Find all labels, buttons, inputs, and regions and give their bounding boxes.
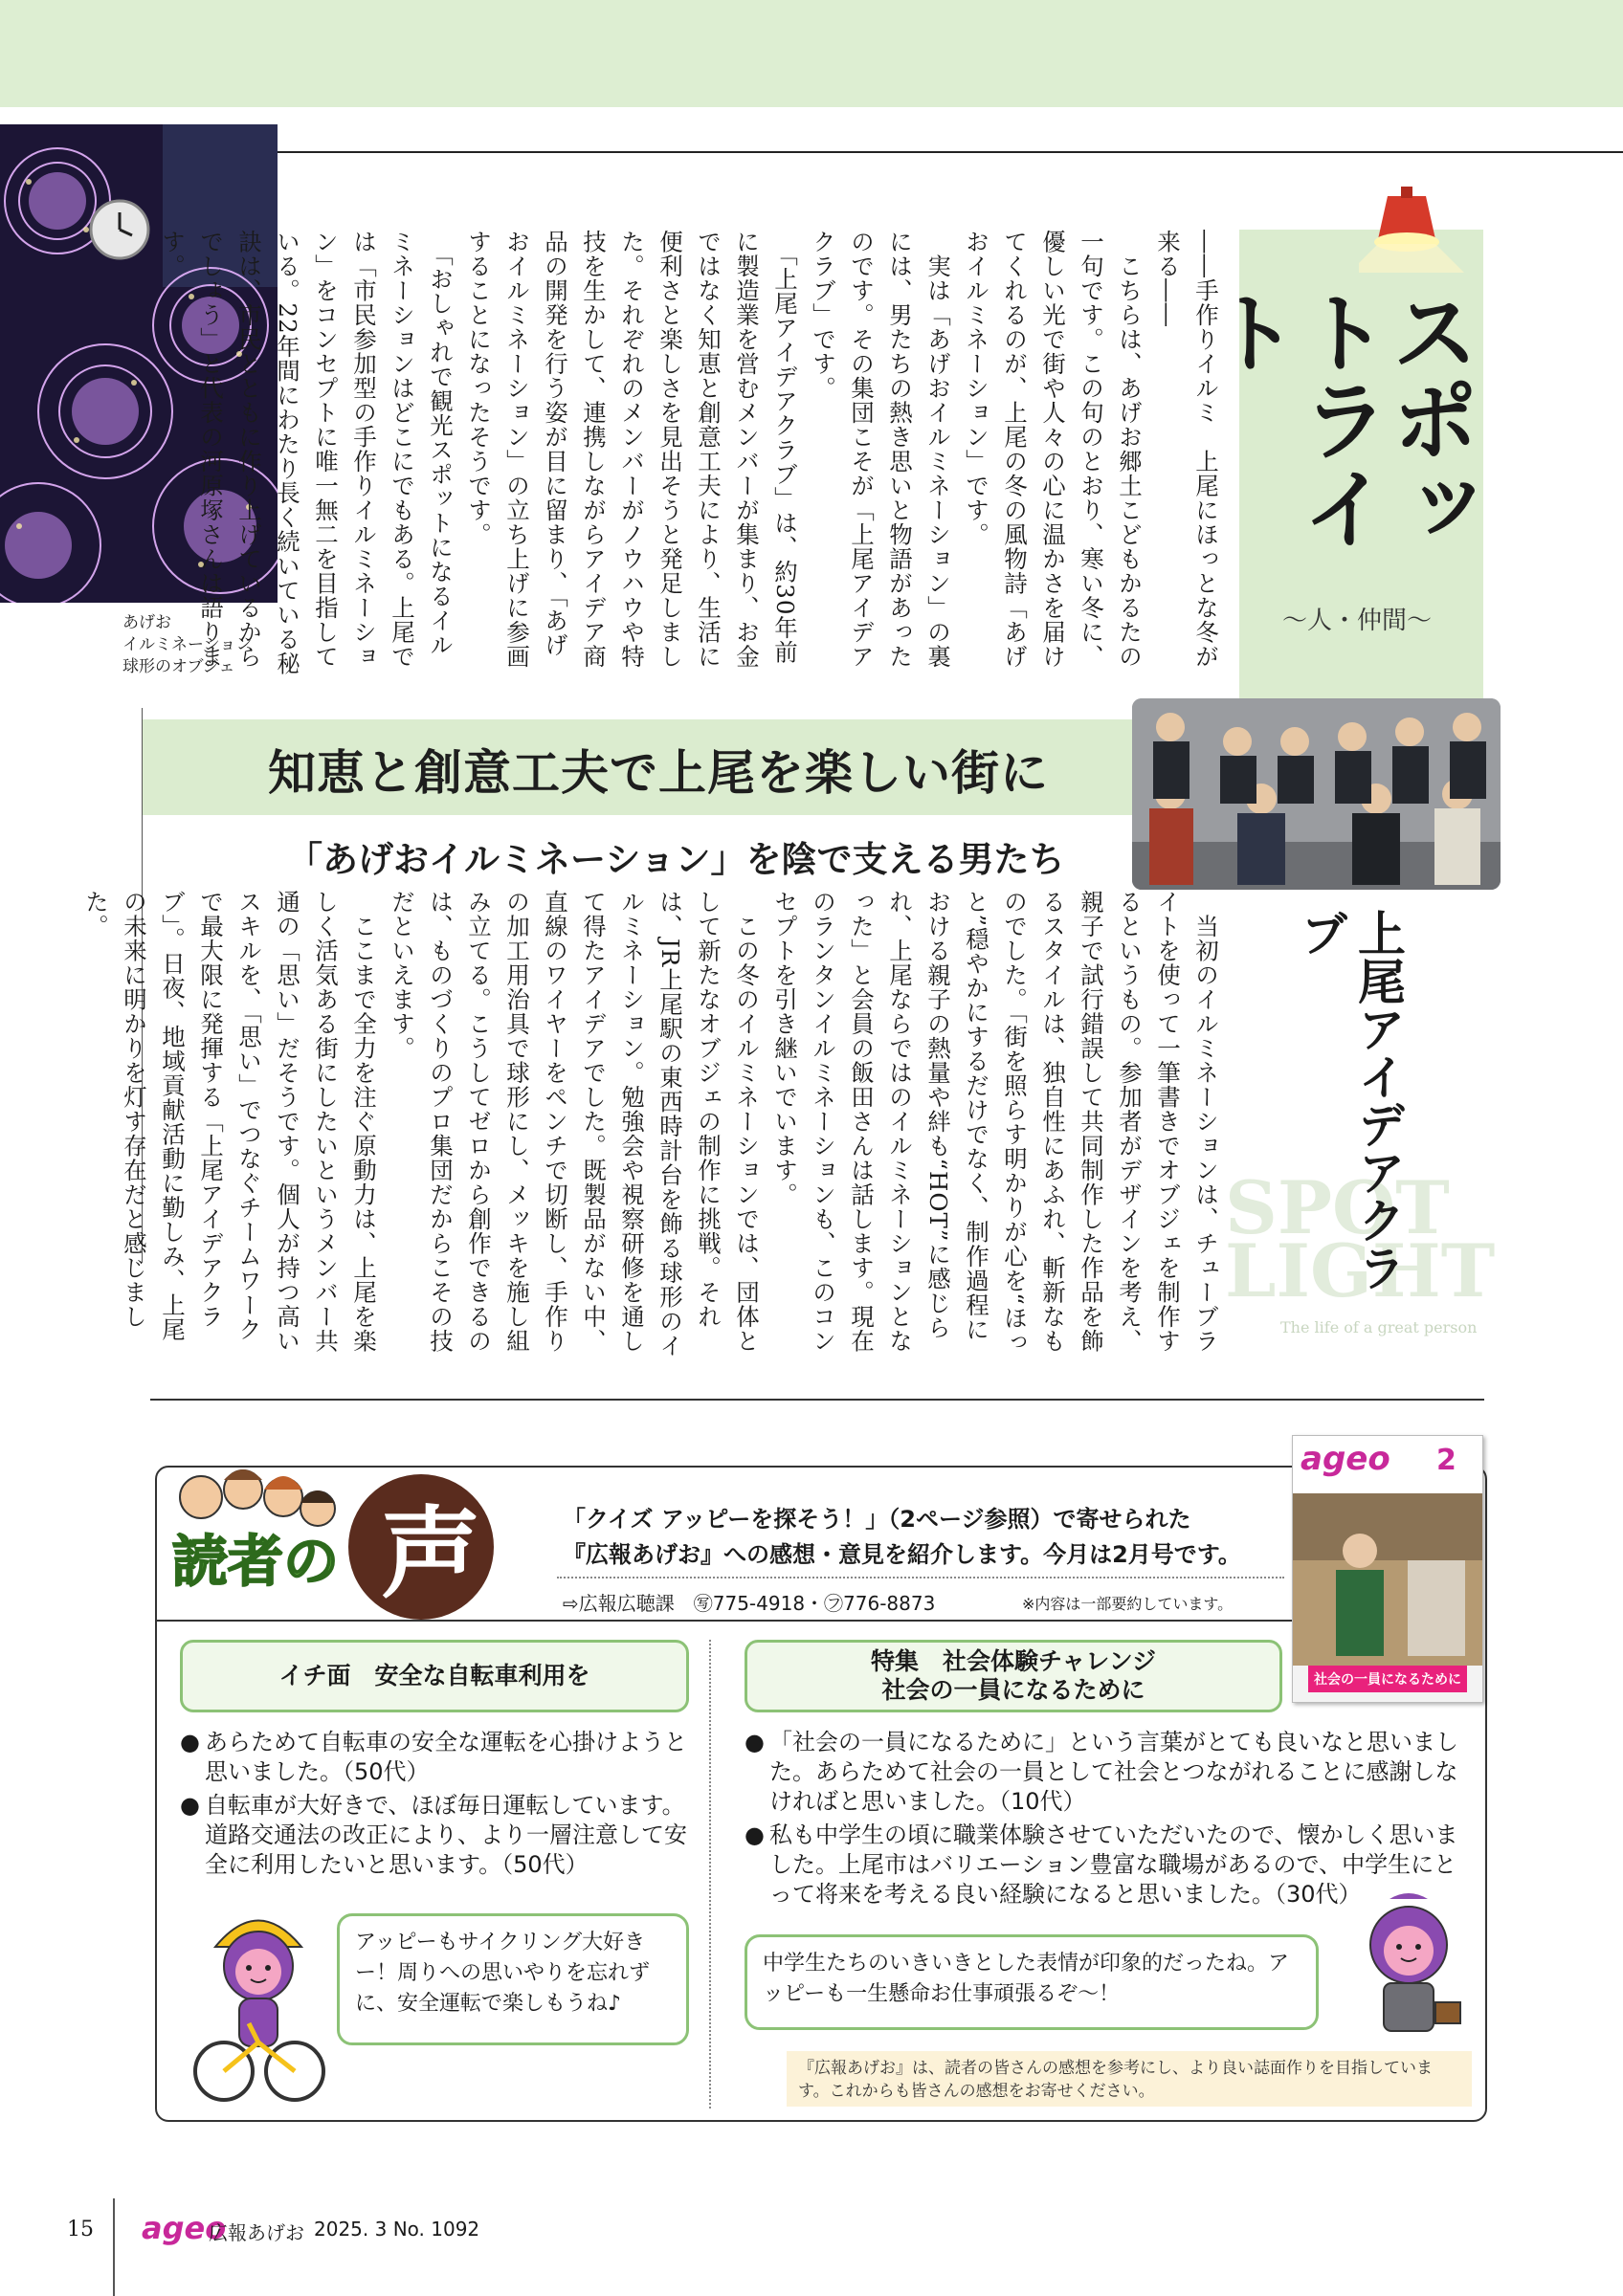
top-rule — [278, 151, 1623, 153]
watermark-line: LIGHT — [1225, 1228, 1496, 1314]
club-name: 上尾アイデアクラブ — [1293, 909, 1407, 1292]
reader-comment — [180, 1791, 697, 1880]
contact-note: ※内容は一部要約しています。 — [1022, 1595, 1234, 1613]
editor-note: 『広報あげお』は、読者の皆さんの感想を参考にし、より良い誌面作りを目指しています。これからも皆さんの感想をお寄せください。 — [787, 2051, 1472, 2107]
spotlight-watermark-sub: The life of a great person — [1280, 1318, 1478, 1336]
magazine-banner: 社会の一員になるために — [1308, 1666, 1467, 1692]
footer-rule — [113, 2198, 115, 2296]
readers-logo-ruby: こえ — [480, 1591, 507, 1606]
caption-line: イルミネーション — [122, 635, 253, 654]
article-headline: 知恵と創意工夫で上尾を楽しい街に — [268, 744, 1049, 801]
readers-intro-line: 「クイズ アッピーを探そう！」（2ページ参照）で寄せられた — [563, 1506, 1191, 1533]
section-divider — [150, 1399, 1484, 1401]
bullet-icon: ● — [745, 1729, 765, 1755]
mascot-speech-bubble: アッピーもサイクリング大好きー！周りへの思いやりを忘れずに、安全運転で楽しもうね♪ — [337, 1913, 689, 2045]
dotted-separator — [557, 1577, 1284, 1578]
left-topic-tab — [180, 1640, 689, 1712]
article-subheadline: 「あげおイルミネーション」を陰で支える男たち — [287, 839, 1065, 880]
group-photo-image — [1132, 698, 1501, 890]
spotlight-lamp-icon — [1359, 187, 1464, 273]
caption-line: あげお — [122, 613, 171, 632]
spotlight-subtitle: 〜人・仲間〜 — [1282, 607, 1433, 635]
reader-comment — [180, 1728, 697, 1787]
comment-text: あらためて自転車の安全な運転を心掛けようと思いました。（50代） — [205, 1729, 687, 1785]
magazine-logo: ageo — [1301, 1440, 1390, 1478]
readers-logo-text: 読者の — [172, 1529, 340, 1594]
comment-text: 「社会の一員になるために」という言葉がとても良いなと思いました。あらためて社会の一員として社会とつながれることに感謝しなければと思いました。（10代） — [769, 1729, 1458, 1815]
page-number: 15 — [67, 2218, 94, 2241]
mascot-speech-bubble: 中学生たちのいきいきとした表情が印象的だったね。アッピーも一生懸命お仕事頑張るぞ〜！ — [745, 1934, 1319, 2030]
column-split-rule — [709, 1640, 711, 2108]
footer-publication: 広報あげお — [209, 2221, 304, 2244]
caption-line: 球形のオブジェ — [122, 657, 235, 676]
magazine-cover-photo — [1293, 1493, 1482, 1666]
group-photo — [1132, 698, 1501, 890]
comment-text: 私も中学生の頃に職業体験させていただいたので、懐かしく思いました。上尾市はバリエーション豊富な職場があるので、中学生にとって将来を考える良い経験になると思いました。（30代） — [769, 1821, 1458, 1908]
article-body-bottom: 当初のイルミネーションは、チューブライトを使って一筆書きでオブジェを制作するというもの。参加者がデザインを考え、親子で試行錯誤して共同制作した作品を飾るスタイルは、独自性にあふれ、斬新なものでした。「街を照らす明かりが心を“ほっと”穏やかにするだけでなく、制作過程における親子の熱量や絆も“HOT”に感じられ、上尾ならではのイルミネーションとなった」と会員の飯田さんは話します。現在のランタンイルミネーションも、このコンセプトを引き継いでいます。 この冬のイルミネーションでは、団体として新たなオブジェの制作に挑戦。それは、JR上尾駅の東西時計台を飾る球形のイルミネーション。勉強会や視察研修を通して得たアイデアでした。既製品がない中、直線のワイヤーをペンチで切断し、手作りの加工用治具で球形にし、メッキを施し組み立てる。こうしてゼロから創作できるのは、ものづくりのプロ集団だからこその技だといえます。 ここまで全力を注ぐ原動力は、上尾を楽しく活気ある街にしたいというメンバー共通の「思い」だそうです。個人が持つ高いスキルを、「思い」でつなぐチームワークで最大限に発揮する「上尾アイデアクラブ」。日夜、地域貢献活動に勤しみ、上尾の未来に明かりを灯す存在だと感じました。 — [82, 890, 1220, 1358]
footer-date: 2025. 3 No. 1092 — [314, 2218, 480, 2241]
right-topic-label: 社会の一員になるために — [881, 1676, 1145, 1704]
top-band — [0, 0, 1623, 107]
cycling-mascot-icon — [191, 1899, 325, 2109]
watermark-line: SPOT — [1225, 1165, 1450, 1250]
bullet-icon: ● — [180, 1792, 200, 1819]
right-topic-tab — [745, 1640, 1282, 1712]
readers-intro-line: 『広報あげお』への感想・意見を紹介します。今月は2月号です。 — [563, 1541, 1241, 1568]
spotlight-title: スポットライト — [1197, 287, 1480, 551]
contact-info: ⇨広報広聴課 ㊢775-4918・㋫776-8873 — [563, 1592, 936, 1615]
magazine-issue: 2 — [1436, 1444, 1456, 1477]
bullet-icon: ● — [745, 1821, 765, 1848]
bullet-icon: ● — [180, 1729, 200, 1755]
article-body-top: ――手作りイルミ 上尾にほっとな冬が来る―― こちらは、あげお郷土こどもかるたの一句です。この句のとおり、寒い冬に、優しい光で街や人々の心に温かさを届けてくれるのが、上尾の冬の風物詩「あげおイルミネーション」です。 実は「あげおイルミネーション」の裏には、男たちの熱き思いと物語があったのです。その集団こそが「上尾アイデアクラブ」です。 「上尾アイデアクラブ」は、約30年前に製造業を営むメンバーが集まり、お金ではなく知恵と創意工夫により、生活に便利さと楽しさを見出そうと発足しました。それぞれのメンバーがノウハウや特技を生かして、連携しながらアイデア商品の開発を行う姿が目に留まり、「あげおイルミネーション」の立ち上げに参画することになったそうです。 「おしゃれで観光スポットになるイルミネーションはどこにでもある。上尾では「市民参加型の手作りイルミネーション」をコンセプトに唯一無二を目指している。22年間にわたり長く続いている秘訣は、市民とともに作り上げているからでしょう」と代表の河原塚さんは語ります。 — [159, 230, 1220, 676]
right-topic-label: 特集 社会体験チャレンジ — [870, 1647, 1156, 1675]
worker-mascot-icon — [1342, 1889, 1476, 2042]
left-topic-label: イチ面 安全な自転車利用を — [278, 1662, 590, 1689]
magazine-cover — [1292, 1435, 1483, 1703]
comment-text: 自転車が大好きで、ほぼ毎日運転しています。道路交通法の改正により、より一層注意して安全に利用したいと思います。（50代） — [205, 1792, 687, 1878]
readers-logo-big: 声 — [381, 1494, 481, 1612]
footer-logo: ageo — [142, 2210, 227, 2246]
reader-comment — [745, 1728, 1464, 1817]
